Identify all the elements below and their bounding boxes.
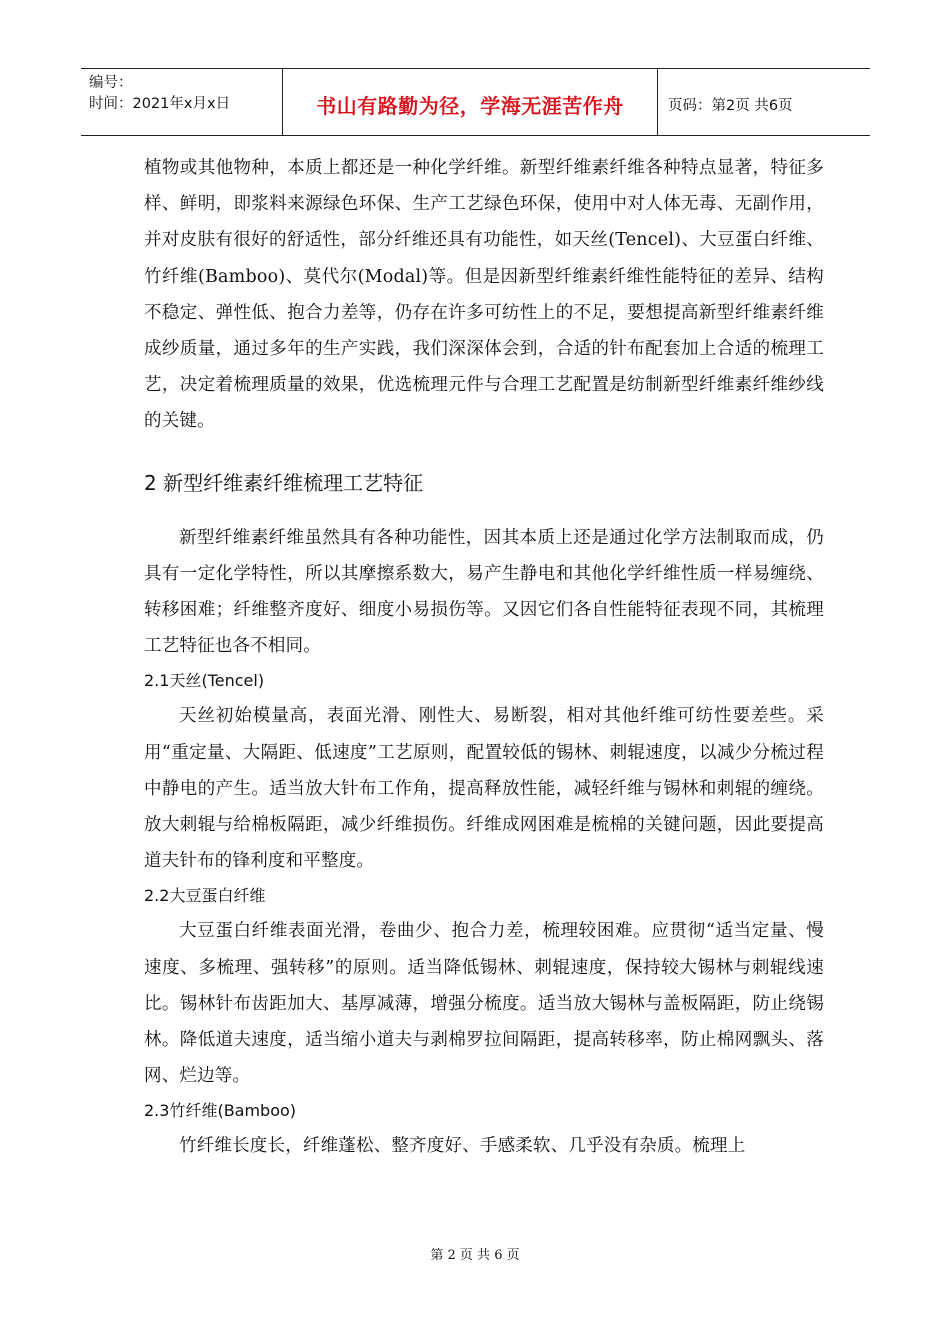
paragraph-tencel: 天丝初始模量高，表面光滑、刚性大、易断裂，相对其他纤维可纺性要差些。采用“重定量、大隔距、低速度”工艺原则，配置较低的锡林、刺辊速度，以减少分梳过程中静电的产生。适当放大针布工作角，提高释放性能，减轻纤维与锡林和刺辊的缠绕。放大刺辊与给棉板隔距，减少纤维损伤。纤维成网困难是梳棉的关键问题，因此要提高道夫针布的锋利度和平整度。 <box>144 706 824 872</box>
header-motto-cell <box>283 69 658 135</box>
paragraph-bamboo: 竹纤维长度长，纤维蓬松、整齐度好、手感柔软、几乎没有杂质。梳理上 <box>179 1136 746 1157</box>
document-number-label: 编号： <box>89 75 133 91</box>
paragraph-soy-protein: 大豆蛋白纤维表面光滑，卷曲少、抱合力差，梳理较困难。应贯彻“适当定量、慢速度、多梳理、强转移”的原则。适当降低锡林、刺辊速度，保持较大锡林与刺辊线速比。锡林针布齿距加大、基厚减薄，增强分梳度。适当放大锡林与盖板隔距，防止绕锡林。降低道夫速度，适当缩小道夫与剥棉罗拉间隔距，提高转移率，防止棉网飘头、落网、烂边等。 <box>144 921 824 1087</box>
section-heading: 2 新型纤维素纤维梳理工艺特征 <box>144 470 424 495</box>
page-footer: 第 2 页 共 6 页 <box>430 1248 520 1263</box>
subsection-heading-tencel: 2.1天丝(Tencel) <box>144 671 265 691</box>
paragraph-section-intro: 新型纤维素纤维虽然具有各种功能性，因其本质上还是通过化学方法制取而成，仍具有一定化学特性，所以其摩擦系数大，易产生静电和其他化学纤维性质一样易缠绕、转移困难；纤维整齐度好、细度小易损伤等。又因它们各自性能特征表现不同，其梳理工艺特征也各不相同。 <box>144 527 824 657</box>
page-header <box>81 68 870 136</box>
header-meta <box>81 69 283 135</box>
header-page-code: 页码：第2页 共6页 <box>668 97 793 114</box>
subsection-heading-bamboo: 2.3竹纤维(Bamboo) <box>144 1101 297 1121</box>
paragraph-intro: 植物或其他物种，本质上都还是一种化学纤维。新型纤维素纤维各种特点显著，特征多样、鲜明，即浆料来源绿色环保、生产工艺绿色环保，使用中对人体无毒、无副作用，并对皮肤有很好的舒适性，部分纤维还具有功能性，如天丝(Tencel)、大豆蛋白纤维、竹纤维(Bamboo)、莫代尔(Modal)等。但是因新型纤维素纤维性能特征的差异、结构不稳定、弹性低、抱合力差等，仍存在许多可纺性上的不足，要想提高新型纤维素纤维成纱质量，通过多年的生产实践，我们深深体会到，合适的针布配套加上合适的梳理工艺，决定着梳理质量的效果，优选梳理元件与合理工艺配置是纺制新型纤维素纤维纱线的关键。 <box>144 158 824 432</box>
header-motto: 书山有路勤为径，学海无涯苦作舟 <box>316 93 624 118</box>
document-body <box>144 150 824 1165</box>
document-date: 时间：2021年x月x日 <box>89 96 231 112</box>
subsection-heading-soy-protein: 2.2大豆蛋白纤维 <box>144 886 266 906</box>
header-page-code-cell <box>658 69 870 135</box>
